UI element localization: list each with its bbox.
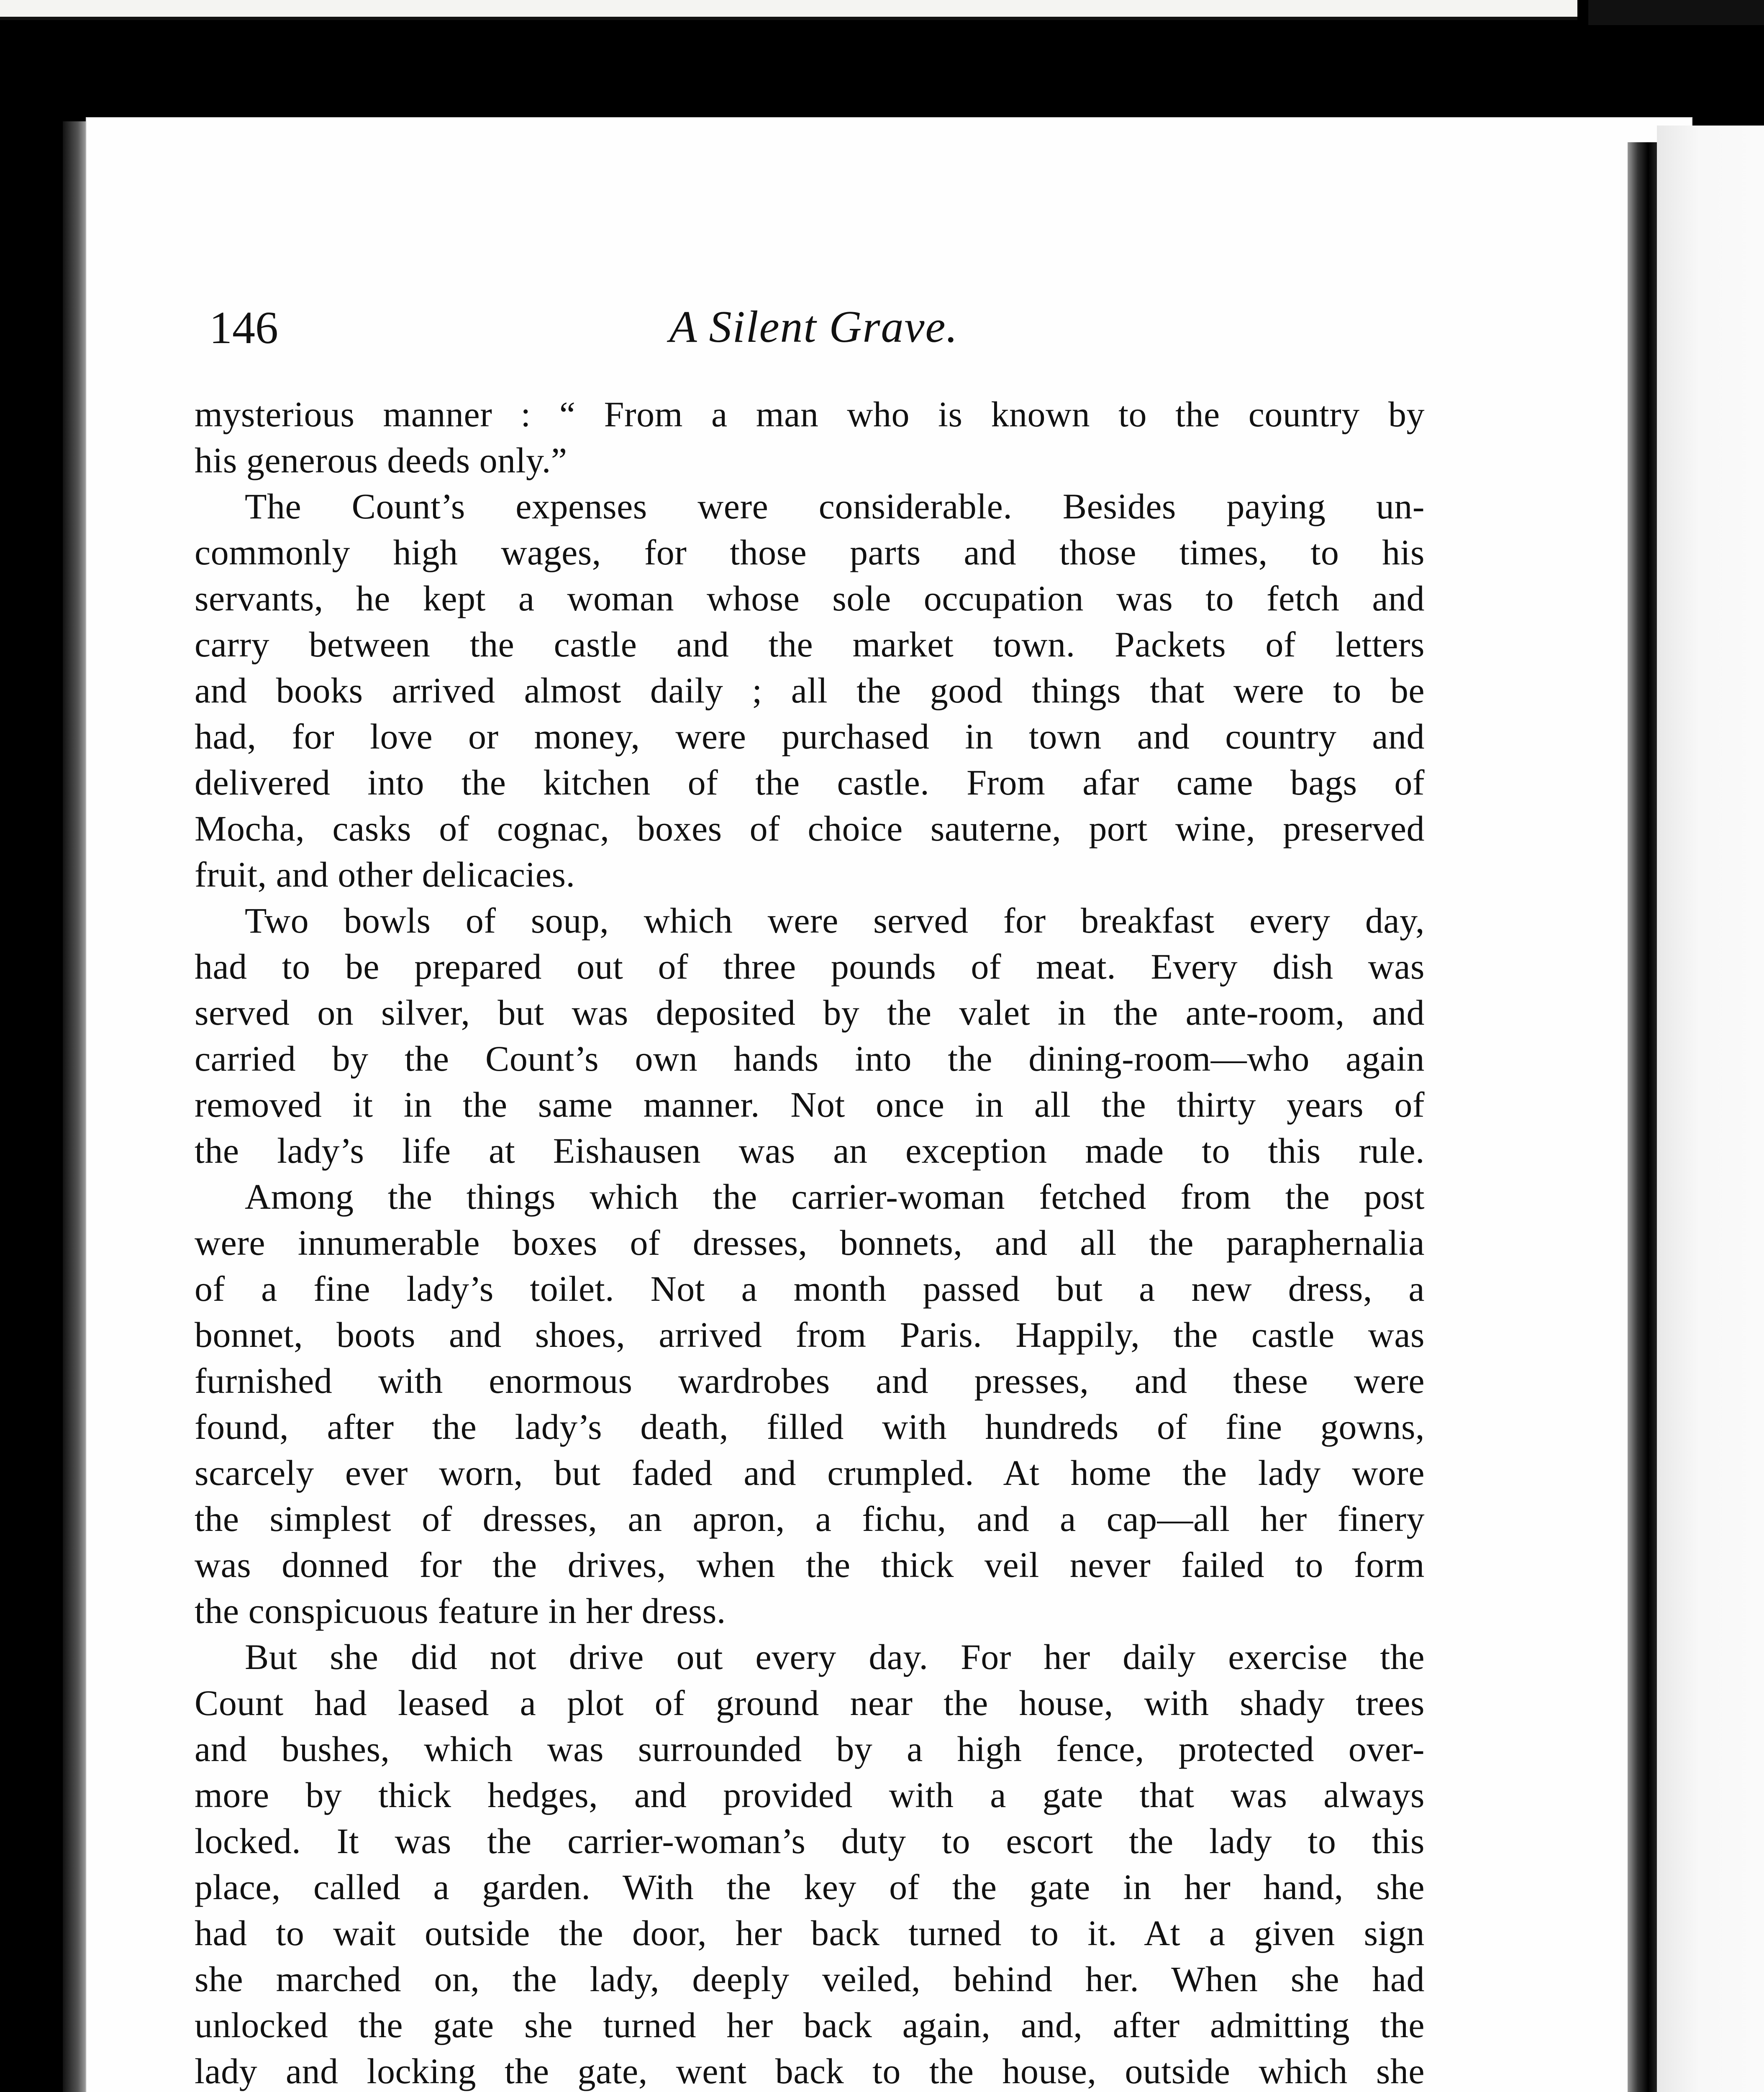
running-title: A Silent Grave.: [669, 302, 959, 352]
text-line: Count had leased a plot of ground near the house, with shady trees: [195, 1683, 1425, 1723]
text-line: carried by the Count’s own hands into the dining-room—who again: [195, 1038, 1425, 1079]
text-line: scarcely ever worn, but faded and crumpled. At home the lady wore: [195, 1453, 1425, 1493]
text-line: Among the things which the carrier-woman fetched from the post: [245, 1177, 1425, 1217]
text-line: more by thick hedges, and provided with a gate that was always: [195, 1775, 1425, 1815]
text-line: she marched on, the lady, deeply veiled, behind her. When she had: [195, 1959, 1425, 1999]
text-line: furnished with enormous wardrobes and presses, and these were: [195, 1361, 1425, 1401]
text-line: fruit, and other delicacies.: [195, 854, 575, 895]
text-line: Two bowls of soup, which were served for breakfast every day,: [245, 900, 1425, 941]
text-line: lady and locking the gate, went back to the house, outside which she: [195, 2051, 1425, 2091]
text-line: Mocha, casks of cognac, boxes of choice sauterne, port wine, preserved: [195, 808, 1425, 849]
text-line: removed it in the same manner. Not once in all the thirty years of: [195, 1084, 1425, 1125]
text-line: place, called a garden. With the key of the gate in her hand, she: [195, 1867, 1425, 1907]
next-page-top-edge: [0, 0, 1577, 20]
text-line: But she did not drive out every day. For her daily exercise the: [245, 1637, 1425, 1677]
text-line: of a fine lady’s toilet. Not a month passed but a new dress, a: [195, 1269, 1425, 1309]
page-number: 146: [209, 302, 278, 353]
text-line: locked. It was the carrier-woman’s duty to escort the lady to this: [195, 1821, 1425, 1861]
text-line: his generous deeds only.”: [195, 440, 567, 480]
text-line: served on silver, but was deposited by the valet in the ante-room, and: [195, 992, 1425, 1033]
text-line: had to wait outside the door, her back turned to it. At a given sign: [195, 1913, 1425, 1953]
page-gutter: [1628, 142, 1657, 2092]
text-line: carry between the castle and the market town. Packets of letters: [195, 624, 1425, 664]
text-line: the simplest of dresses, an apron, a fichu, and a cap—all her finery: [195, 1499, 1425, 1539]
text-line: mysterious manner : “ From a man who is known to the country by: [195, 394, 1425, 434]
text-line: unlocked the gate she turned her back again, and, after admitting the: [195, 2005, 1425, 2045]
text-line: found, after the lady’s death, filled with hundreds of fine gowns,: [195, 1407, 1425, 1447]
text-line: the lady’s life at Eishausen was an exception made to this rule.: [195, 1131, 1425, 1171]
text-line: servants, he kept a woman whose sole occupation was to fetch and: [195, 578, 1425, 618]
page-header: [201, 301, 1427, 360]
text-line: and bushes, which was surrounded by a high fence, protected over-: [195, 1729, 1425, 1769]
text-line: the conspicuous feature in her dress.: [195, 1591, 726, 1631]
text-line: were innumerable boxes of dresses, bonnets, and all the paraphernalia: [195, 1223, 1425, 1263]
text-line: had to be prepared out of three pounds of meat. Every dish was: [195, 946, 1425, 987]
text-line: and books arrived almost daily ; all the good things that were to be: [195, 670, 1425, 710]
adjacent-page-edge: [1657, 126, 1764, 2092]
text-line: The Count’s expenses were considerable. Besides paying un-: [245, 486, 1425, 526]
text-line: commonly high wages, for those parts and those times, to his: [195, 532, 1425, 572]
text-line: bonnet, boots and shoes, arrived from Paris. Happily, the castle was: [195, 1315, 1425, 1355]
body-text: [195, 391, 1425, 2092]
text-line: delivered into the kitchen of the castle. From afar came bags of: [195, 762, 1425, 802]
top-right-shadow: [1588, 0, 1764, 25]
text-line: was donned for the drives, when the thick veil never failed to form: [195, 1545, 1425, 1585]
text-line: had, for love or money, were purchased in town and country and: [195, 716, 1425, 756]
